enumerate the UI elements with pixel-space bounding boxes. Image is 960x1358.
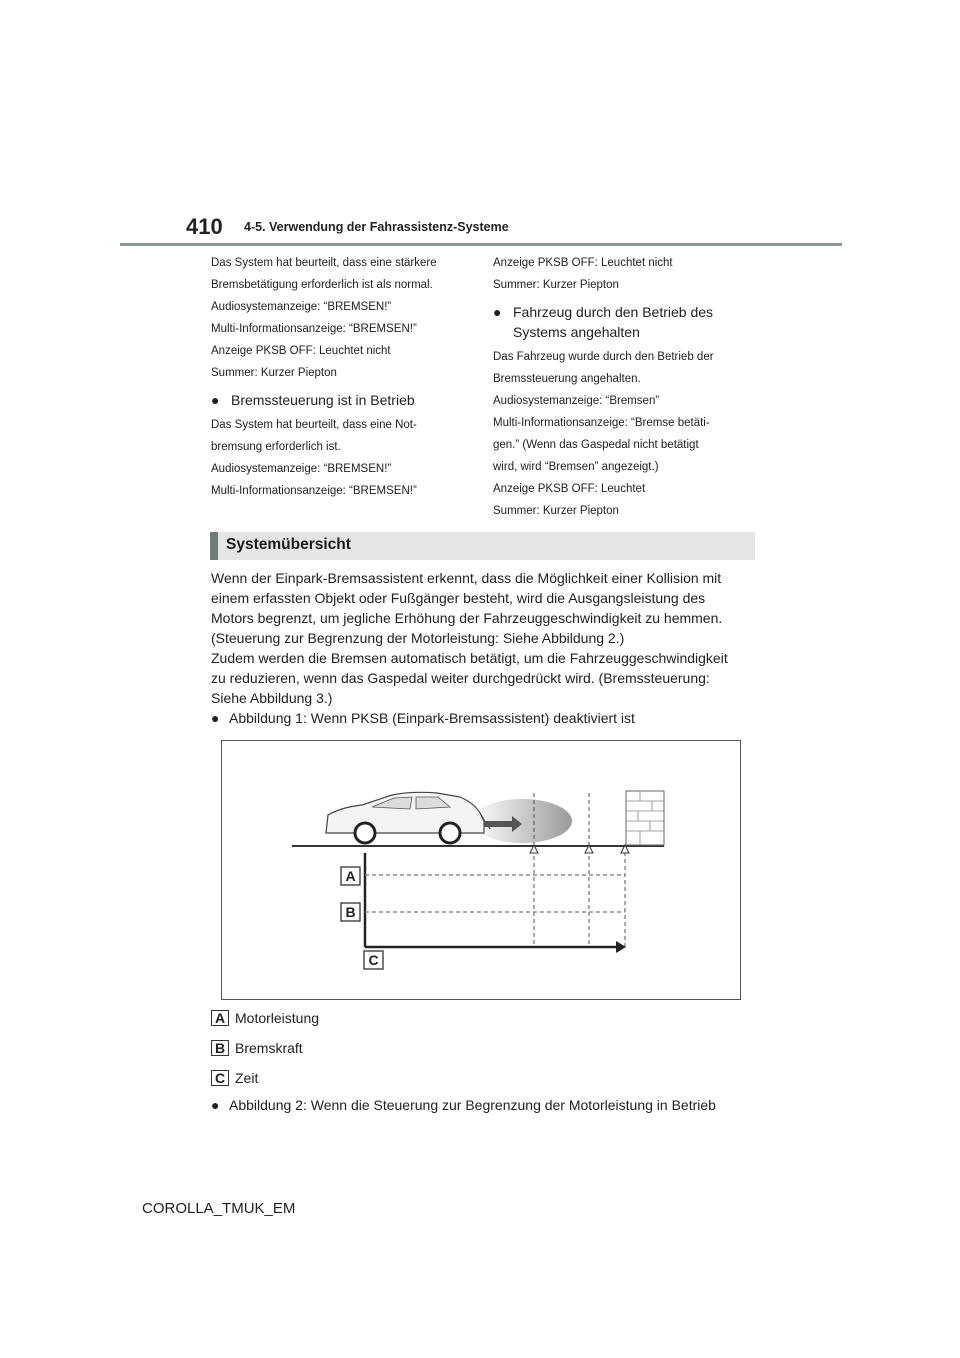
right-desc-line: Das Fahrzeug wurde durch den Betrieb der bbox=[493, 351, 714, 363]
right-desc-line: Bremssteuerung angehalten. bbox=[493, 373, 641, 385]
legend-label: Bremskraft bbox=[235, 1040, 303, 1056]
figure2-caption: Abbildung 2: Wenn die Steuerung zur Begrenzung der Motorleistung in Betrieb bbox=[229, 1097, 716, 1113]
right-bullet-text bbox=[513, 302, 713, 342]
legend-item bbox=[211, 1040, 303, 1056]
left-info-line: Multi-Informationsanzeige: “BREMSEN!” bbox=[211, 323, 417, 335]
paragraph-line: zu reduzieren, wenn das Gaspedal weiter durchgedrückt wird. (Bremssteuerung: bbox=[211, 670, 710, 686]
left-info-line: Multi-Informationsanzeige: “BREMSEN!” bbox=[211, 485, 417, 497]
paragraph-line: Zudem werden die Bremsen automatisch betätigt, um die Fahrzeuggeschwindigkeit bbox=[211, 650, 728, 666]
paragraph-line: Motors begrenzt, um jegliche Erhöhung der Fahrzeuggeschwindigkeit zu hemmen. bbox=[211, 610, 723, 626]
paragraph-line: (Steuerung zur Begrenzung der Motorleistung: Siehe Abbildung 2.) bbox=[211, 630, 625, 646]
overview-paragraph bbox=[211, 568, 756, 708]
right-info-line: Multi-Informationsanzeige: “Bremse betäti- bbox=[493, 417, 710, 429]
label-c: C bbox=[368, 952, 379, 968]
figure-diagram bbox=[221, 740, 741, 1000]
legend-item bbox=[211, 1010, 319, 1026]
left-info-line: Anzeige PKSB OFF: Leuchtet nicht bbox=[211, 345, 391, 357]
left-info-line: Audiosystemanzeige: “BREMSEN!” bbox=[211, 301, 392, 313]
time-axis-arrow-icon bbox=[616, 941, 626, 953]
car-icon bbox=[326, 792, 490, 843]
right-info-line: Summer: Kurzer Piepton bbox=[493, 505, 619, 517]
page-number: 410 bbox=[186, 214, 223, 239]
figure1-caption: Abbildung 1: Wenn PKSB (Einpark-Bremsassistent) deaktiviert ist bbox=[229, 710, 635, 726]
left-desc-line: Das System hat beurteilt, dass eine Not- bbox=[211, 419, 417, 431]
section-title: 4-5. Verwendung der Fahrassistenz-Systeme bbox=[244, 220, 509, 234]
label-a: A bbox=[345, 868, 356, 884]
left-desc-line: bremsung erforderlich ist. bbox=[211, 441, 341, 453]
figure1-bullet bbox=[211, 708, 635, 728]
right-column bbox=[493, 252, 763, 522]
label-b: B bbox=[345, 904, 356, 920]
footer-model-code: COROLLA_TMUK_EM bbox=[142, 1200, 296, 1217]
left-info-line: Audiosystemanzeige: “BREMSEN!” bbox=[211, 463, 392, 475]
right-bullet-line: Systems angehalten bbox=[513, 324, 640, 340]
left-intro-line: Bremsbetätigung erforderlich ist als normal. bbox=[211, 279, 433, 291]
right-bullet-line: Fahrzeug durch den Betrieb des bbox=[513, 304, 714, 320]
legend-key: C bbox=[211, 1070, 229, 1086]
header-divider bbox=[120, 243, 842, 246]
legend-item bbox=[211, 1070, 258, 1086]
legend-key: A bbox=[211, 1010, 229, 1026]
bullet-icon: ● bbox=[211, 1097, 220, 1113]
section-heading: Systemübersicht bbox=[226, 536, 351, 553]
bullet-icon: ● bbox=[211, 392, 220, 408]
left-intro-line: Das System hat beurteilt, dass eine stärkere bbox=[211, 257, 437, 269]
wall-icon bbox=[626, 791, 664, 845]
right-info-line: wird, wird “Bremsen” angezeigt.) bbox=[493, 461, 659, 473]
right-info-line: Summer: Kurzer Piepton bbox=[493, 279, 619, 291]
right-info-line: gen.” (Wenn das Gaspedal nicht betätigt bbox=[493, 439, 699, 451]
paragraph-line: Siehe Abbildung 3.) bbox=[211, 690, 333, 706]
section-heading-box bbox=[210, 532, 755, 560]
left-info-line: Summer: Kurzer Piepton bbox=[211, 367, 337, 379]
bullet-icon: ● bbox=[493, 304, 502, 320]
right-info-line: Anzeige PKSB OFF: Leuchtet bbox=[493, 483, 646, 495]
bullet-icon: ● bbox=[211, 710, 220, 726]
legend-label: Zeit bbox=[235, 1070, 259, 1086]
right-info-line: Audiosystemanzeige: “Bremsen” bbox=[493, 395, 660, 407]
legend-label: Motorleistung bbox=[235, 1010, 320, 1026]
right-info-line: Anzeige PKSB OFF: Leuchtet nicht bbox=[493, 257, 673, 269]
diagram-svg bbox=[222, 741, 740, 999]
legend-key: B bbox=[211, 1040, 229, 1056]
paragraph-line: Wenn der Einpark-Bremsassistent erkennt, dass die Möglichkeit einer Kollision mit bbox=[211, 570, 722, 586]
figure2-bullet bbox=[211, 1095, 716, 1115]
right-bullet-heading bbox=[493, 302, 763, 342]
left-bullet-heading bbox=[211, 390, 473, 410]
left-bullet-text: Bremssteuerung ist in Betrieb bbox=[231, 392, 415, 408]
left-column bbox=[211, 252, 473, 502]
paragraph-line: einem erfassten Objekt oder Fußgänger besteht, wird die Ausgangsleistung des bbox=[211, 590, 706, 606]
